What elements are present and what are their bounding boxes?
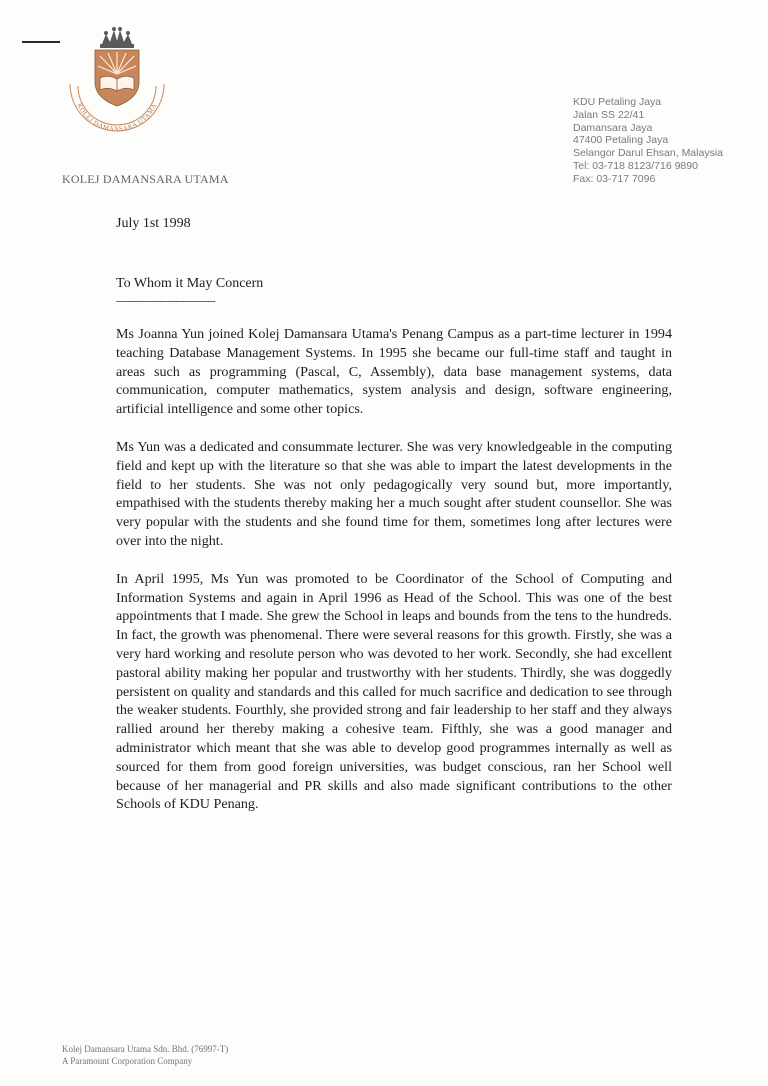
address-block bbox=[573, 96, 723, 186]
address-line: Damansara Jaya bbox=[573, 121, 653, 134]
letter-date: July 1st 1998 bbox=[116, 216, 191, 231]
footer bbox=[62, 1044, 228, 1067]
phone-line: Tel: 03-718 8123/716 9890 bbox=[573, 159, 698, 172]
salutation-underline: ----------------------------------- bbox=[116, 296, 216, 307]
page-mark bbox=[22, 41, 60, 43]
paragraph: In April 1995, Ms Yun was promoted to be Coordinator of the School of Computing and Information Systems and again in April 1996 as Head of the School. This was one of the best appointments that I made. She grew the School in leaps and bounds from the tens to the hundreds. In fact, the growth was phenomenal. There were several reasons for this growth. Firstly, she was a very hard working and resolute person who was devoted to her work. Secondly, she had excellent pastoral ability making her popular and trustworthy with her students. Thirdly, she was doggedly persistent on quality and standards and this called for much sacrifice and dedication to see through the weaker students. Fourthly, she provided strong and fair leadership to her staff and they always rallied around her thereby making a cohesive team. Fifthly, she was a good manager and administrator which meant that she was able to develop good programmes internally as well as sourced for them from good foreign universities, was budget conscious, ran her School well because of her managerial and PR skills and also made significant contributions to the other Schools of KDU Penang. bbox=[116, 570, 672, 813]
address-line: KDU Petaling Jaya bbox=[573, 96, 662, 108]
svg-text:KOLEJ DAMANSARA UTAMA: KOLEJ DAMANSARA UTAMA bbox=[75, 102, 159, 134]
organization-name: KOLEJ DAMANSARA UTAMA bbox=[62, 172, 229, 186]
address-line: Jalan SS 22/41 bbox=[573, 108, 645, 121]
address-line: 47400 Petaling Jaya bbox=[573, 134, 669, 147]
address-line: Selangor Darul Ehsan, Malaysia bbox=[573, 147, 723, 160]
paragraph: Ms Yun was a dedicated and consummate lecturer. She was very knowledgeable in the computing field and kept up with the literature so that she was able to impart the latest developments in the field to her students. She was not only pedagogically very sound but, more importantly, empathised with the students thereby making her a much sought after student counsellor. She was very popular with the students and she found time for them, sometimes long after lectures were over into the night. bbox=[116, 438, 672, 549]
paragraph: Ms Joanna Yun joined Kolej Damansara Utama's Penang Campus as a part-time lecturer in 1994 teaching Database Management Systems. In 1995 she became our full-time staff and taught in areas such as programming (Pascal, C, Assembly), data base management systems, data communication, computer mathematics, system analysis and design, software engineering, artificial intelligence and some other topics. bbox=[116, 326, 672, 418]
fax-line: Fax: 03-717 7096 bbox=[573, 172, 656, 185]
parent-company: A Paramount Corporation Company bbox=[62, 1055, 193, 1066]
company-registration: Kolej Damansara Utama Sdn. Bhd. (76997-T) bbox=[62, 1044, 229, 1054]
salutation: To Whom it May Concern bbox=[116, 276, 264, 291]
letter-body bbox=[116, 325, 672, 833]
college-crest-logo bbox=[64, 26, 170, 136]
